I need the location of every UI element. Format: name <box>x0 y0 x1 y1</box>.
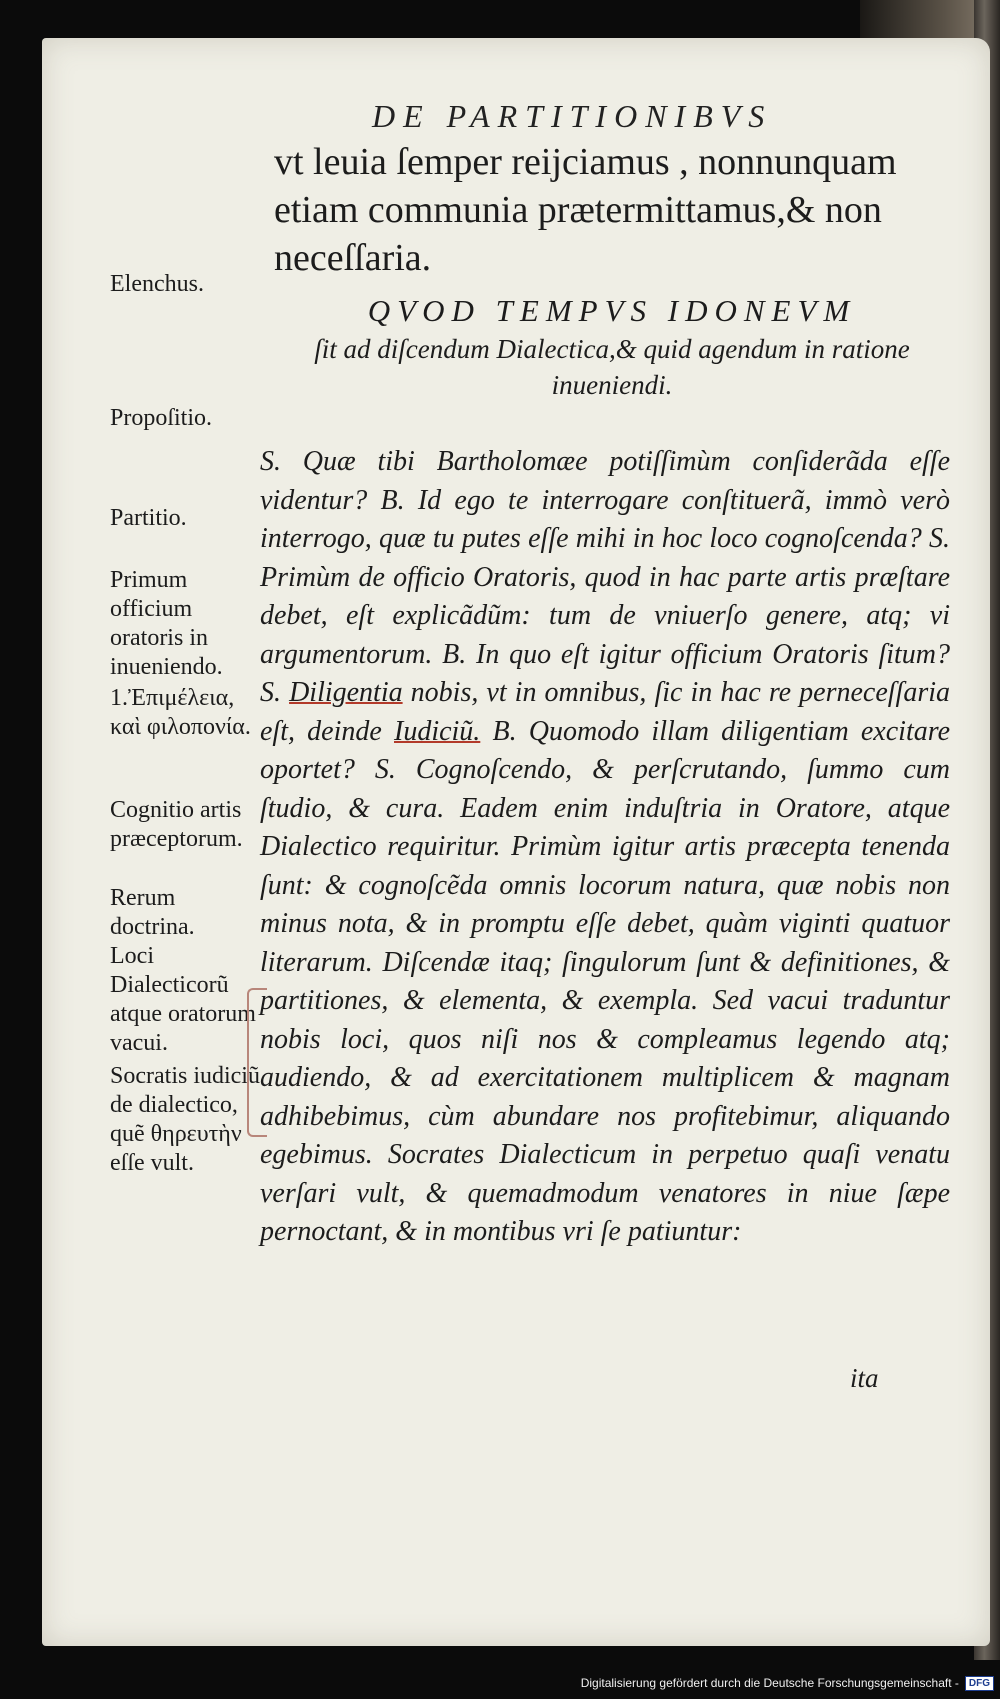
margin-note-propositio: Propoſitio. <box>110 405 213 431</box>
book-page <box>42 38 990 1646</box>
section-heading-caps: QVOD TEMPVS IDONEVM <box>367 293 857 328</box>
margin-note-partitio: Partitio. <box>110 505 187 531</box>
footer-credit-text: Digitalisierung gefördert durch die Deutsche Forschungsgemeinschaft - <box>580 1676 959 1690</box>
main-text-body <box>260 443 950 1252</box>
underlined-iudicium: Iudiciũ. <box>394 715 481 747</box>
dfg-logo: DFG <box>965 1676 994 1691</box>
intro-paragraph: vt leuia ſemper reijciamus , nonnunquam etiam communia prætermittamus,& non neceſſaria. <box>274 141 897 279</box>
margin-note-greek: 1.Ἐπιμέλεια, καὶ φιλοπονία. <box>110 685 251 740</box>
catchword: ita <box>850 1363 879 1393</box>
margin-note-loci: Loci Dialecticorũ atque oratorum vacui. <box>110 943 256 1056</box>
main-text-part-1: S. Quæ tibi Bartholomæe potiſſimùm conſiderãda eſſe videntur? B. Id ego te interrogare conſtituerã, immò verò interrogo, quæ tu putes eſſe mihi in hoc loco cognoſcenda? S. Primùm de officio Oratoris, quod in hac parte artis præſtare debet, eſt explicãdũm: tum de vniuerſo genere, atq; vi argumentorum. B. In quo eſt igitur officium Oratoris ſitum? S. <box>260 446 950 708</box>
digitization-footer <box>581 1669 994 1697</box>
margin-note-rerum-doctrina: Rerum doctrina. <box>110 885 195 940</box>
section-heading <box>292 293 932 403</box>
margin-note-cognitio: Cognitio artis præceptorum. <box>110 797 243 852</box>
main-text-part-2: nobis, vt in omnibus, ſic in hac re perneceſſaria eſt, deinde <box>260 677 951 747</box>
underlined-diligentia: Diligentia <box>289 677 403 708</box>
section-heading-subtitle: ſit ad diſcendum Dialectica,& quid agendum in ratione inueniendi. <box>314 334 910 400</box>
main-text-part-3: B. Quomodo illam diligentiam excitare oportet? S. Cognoſcendo, & perſcrutando, ſummo cum ſtudio, & cura. Eadem enim induſtria in Oratore, atque Dialectico requiritur. Primùm igitur artis præcepta tenenda ſunt: & cognoſcẽda omnis locorum natura, quæ nobis non minus nota, & in promptu eſſe debet, quàm viginti quatuor literarum. Diſcendæ itaq; ſingulorum ſunt & definitiones, & partitiones, & elementa, & exempla. Sed vacui traduntur nobis loci, quos niſi nos & compleamus legendo atq; audiendo, & ad exercitationem multiplicem & magnam adhibebimus, cùm abundare nos profitebimur, aliquando egebimus. Socrates Dialecticum in perpetuo quaſi venatu verſari vult, & quemadmodum venatores in niue ſæpe pernoctant, & in montibus vri ſe patiuntur: <box>260 715 951 1247</box>
margin-note-elenchus: Elenchus. <box>110 271 204 297</box>
running-head: DE PARTITIONIBVS <box>372 98 773 134</box>
margin-note-primum-officium: Primum officium oratoris in inueniendo. <box>110 567 223 680</box>
margin-note-socratis: Socratis iudiciũ de dialectico, quẽ θηρευτὴν eſſe vult. <box>110 1063 260 1176</box>
